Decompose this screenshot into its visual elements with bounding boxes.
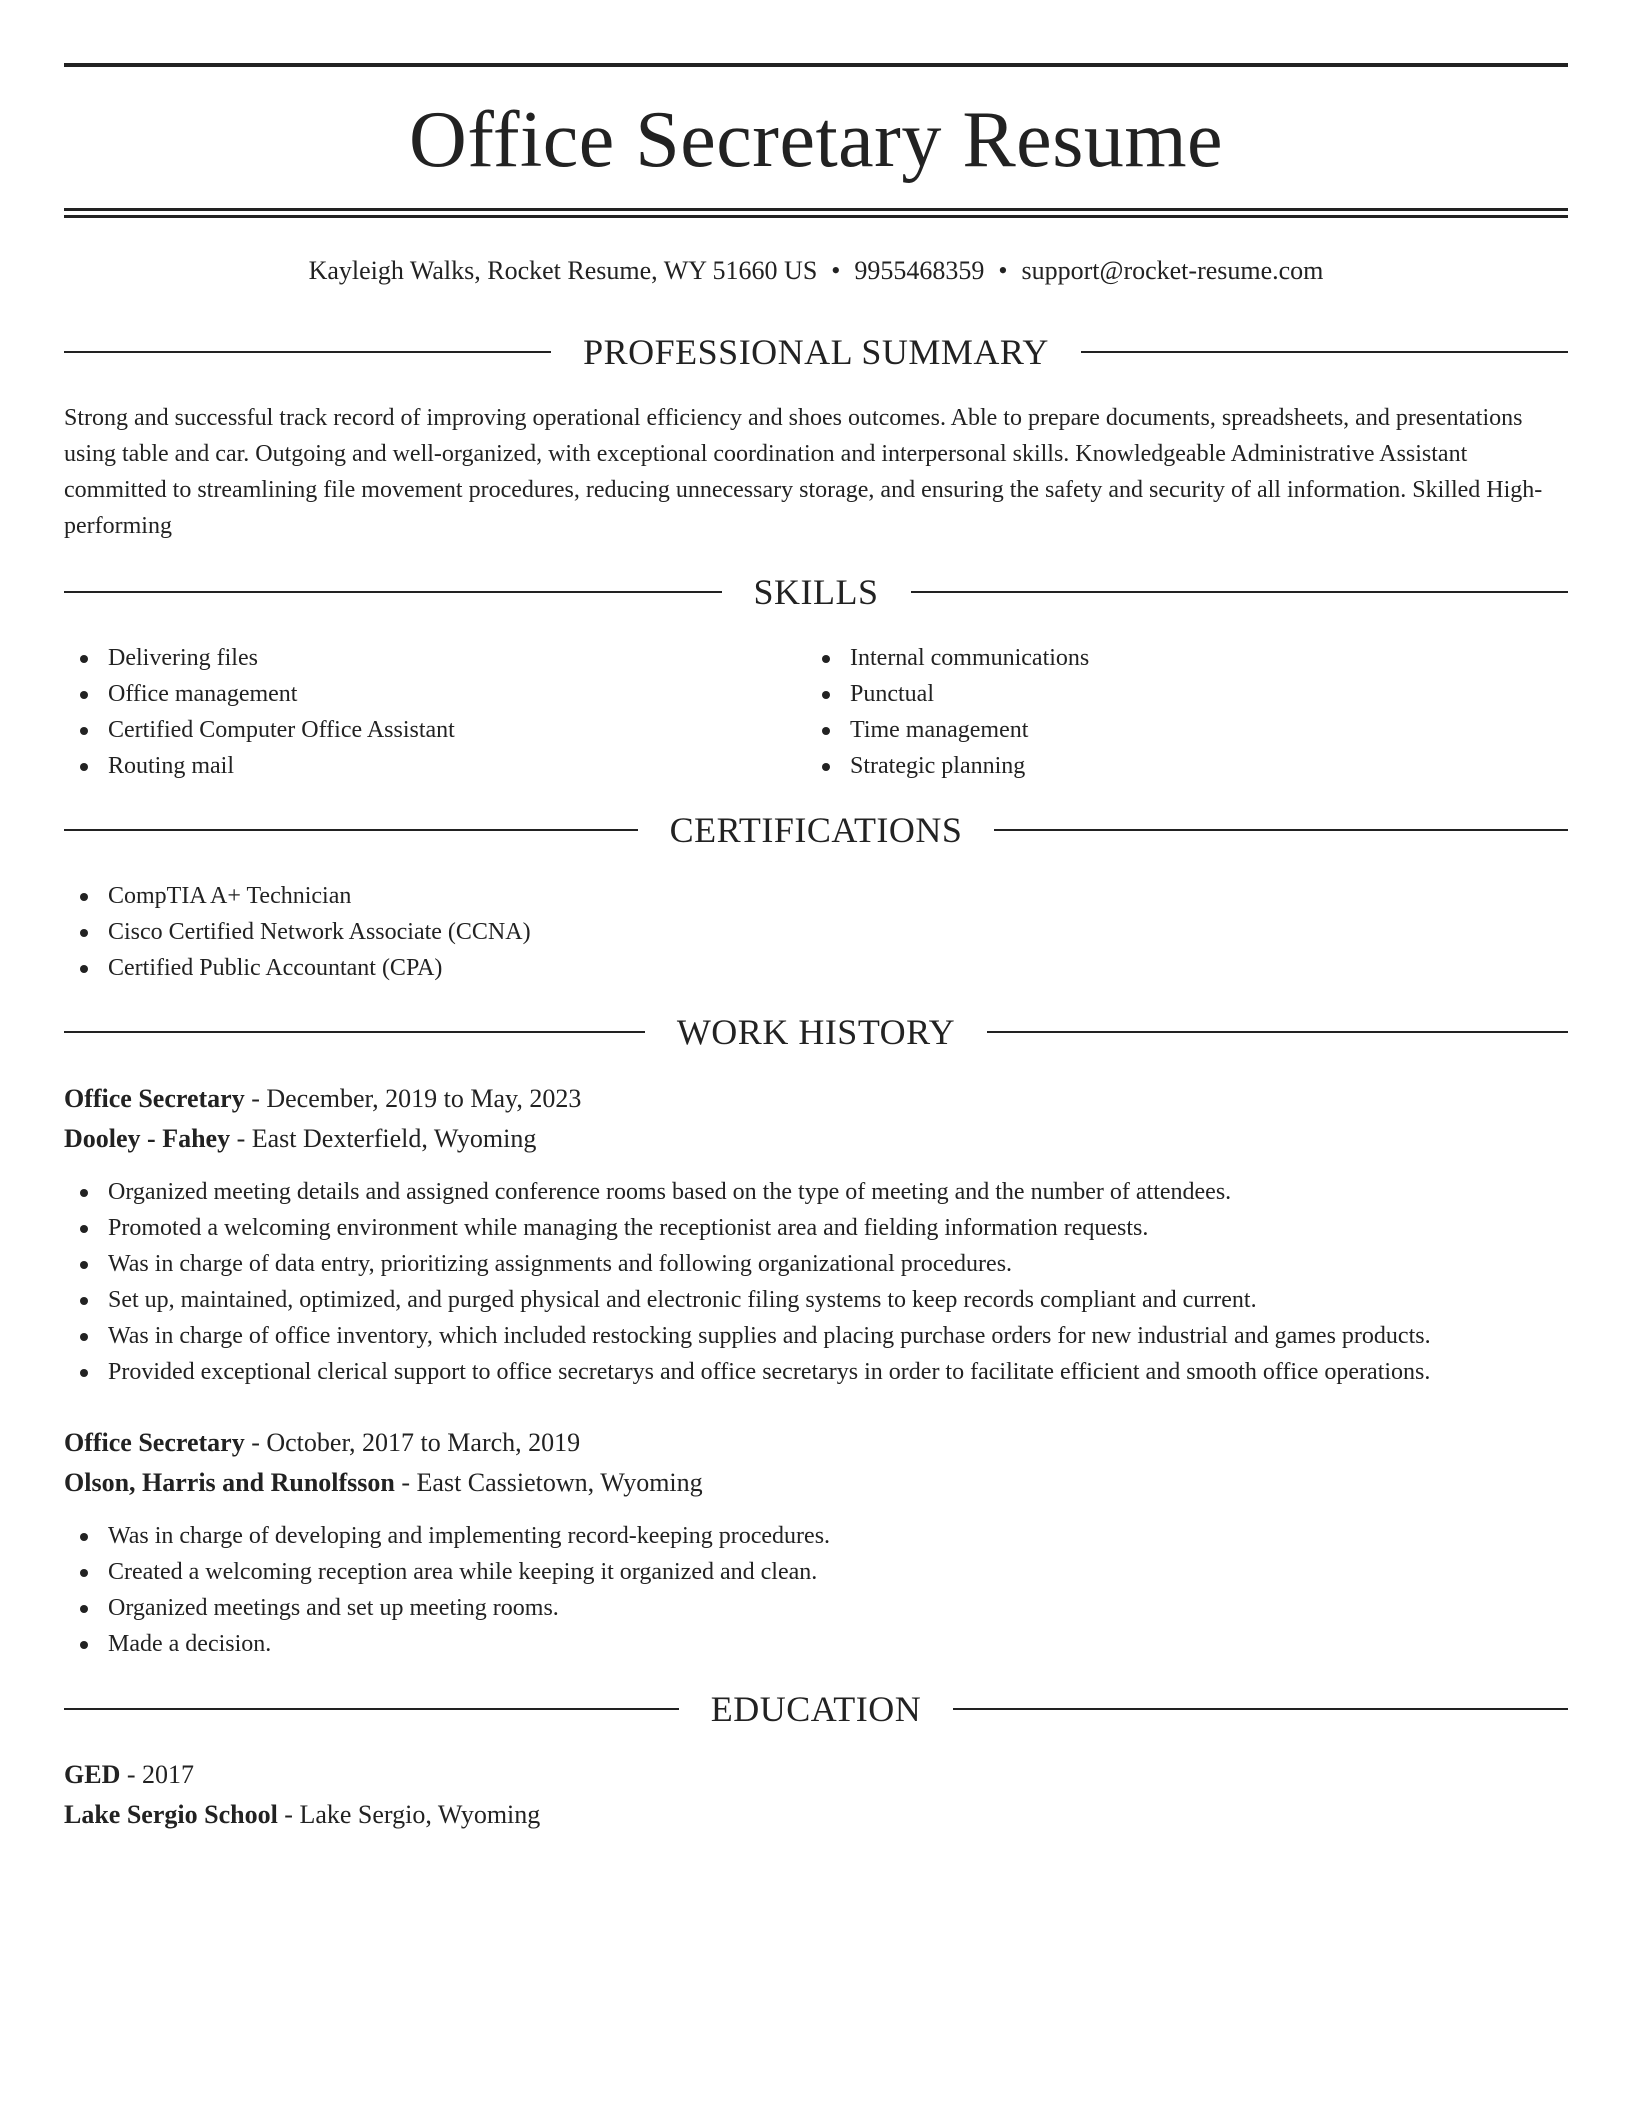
job-title-line	[64, 1081, 581, 1117]
list-item: Provided exceptional clerical support to office secretarys and office secretarys in order to facilitate efficient and smooth office operations.	[64, 1354, 1568, 1390]
certifications-list	[64, 878, 1568, 986]
list-item: Was in charge of developing and implementing record-keeping procedures.	[64, 1518, 1568, 1554]
section-heading-work-history	[64, 1010, 1568, 1054]
heading-rule	[64, 351, 551, 353]
job-title: Office Secretary	[64, 1084, 245, 1113]
contact-address: Kayleigh Walks, Rocket Resume, WY 51660 US	[308, 256, 818, 285]
contact-line	[64, 254, 1568, 288]
section-title: WORK HISTORY	[676, 1012, 956, 1052]
section-heading-education	[64, 1687, 1568, 1731]
job-title: Office Secretary	[64, 1428, 245, 1457]
title-rule-lower	[64, 215, 1568, 218]
list-item: Internal communications	[806, 640, 1546, 676]
heading-rule	[64, 1708, 679, 1710]
title-rule-upper	[64, 208, 1568, 211]
job-title-line	[64, 1425, 580, 1461]
job-company: Dooley - Fahey	[64, 1124, 231, 1153]
job-location: - East Cassietown, Wyoming	[394, 1468, 703, 1497]
list-item: Punctual	[806, 676, 1546, 712]
list-item: Delivering files	[64, 640, 804, 676]
job-dates: - December, 2019 to May, 2023	[244, 1084, 582, 1113]
list-item: Was in charge of office inventory, which included restocking supplies and placing purchase orders for new industrial and games products.	[64, 1318, 1568, 1354]
list-item: Cisco Certified Network Associate (CCNA)	[64, 914, 1568, 950]
job-company-line	[64, 1121, 536, 1157]
heading-rule	[994, 829, 1568, 831]
list-item: Strategic planning	[806, 748, 1546, 784]
education-degree: GED	[64, 1760, 121, 1789]
list-item: Made a decision.	[64, 1626, 1568, 1662]
contact-separator: •	[998, 256, 1008, 285]
list-item: CompTIA A+ Technician	[64, 878, 1568, 914]
summary-text: Strong and successful track record of improving operational efficiency and shoes outcomes. Able to prepare documents, spreadsheets, and presentations using table and car. Outgoing and well-organized, with exceptional coordination and interpersonal skills. Knowledgeable Administrative Assistant committed to streamlining file movement procedures, reducing unnecessary storage, and ensuring the safety and security of all information. Skilled High-performing	[64, 405, 1543, 539]
list-item: Organized meeting details and assigned conference rooms based on the type of meeting and the number of attendees.	[64, 1174, 1568, 1210]
section-heading-skills	[64, 570, 1568, 614]
education-school-line	[64, 1797, 540, 1833]
section-title: SKILLS	[753, 572, 879, 612]
list-item: Organized meetings and set up meeting rooms.	[64, 1590, 1568, 1626]
heading-rule	[953, 1708, 1568, 1710]
section-heading-summary	[64, 330, 1568, 374]
section-title: PROFESSIONAL SUMMARY	[583, 332, 1049, 372]
section-title: EDUCATION	[710, 1689, 922, 1729]
top-rule	[64, 63, 1568, 67]
section-heading-certifications	[64, 808, 1568, 852]
list-item: Promoted a welcoming environment while managing the receptionist area and fielding information requests.	[64, 1210, 1568, 1246]
contact-email: support@rocket-resume.com	[1021, 256, 1324, 285]
heading-rule	[64, 829, 638, 831]
job-bullets	[64, 1174, 1568, 1390]
list-item: Set up, maintained, optimized, and purged physical and electronic filing systems to keep records compliant and current.	[64, 1282, 1568, 1318]
list-item: Routing mail	[64, 748, 804, 784]
education-degree-line	[64, 1757, 194, 1793]
heading-rule	[64, 1031, 645, 1033]
heading-rule	[64, 591, 722, 593]
job-location: - East Dexterfield, Wyoming	[230, 1124, 537, 1153]
heading-rule	[1081, 351, 1568, 353]
list-item: Time management	[806, 712, 1546, 748]
heading-rule	[911, 591, 1569, 593]
job-company: Olson, Harris and Runolfsson	[64, 1468, 395, 1497]
section-title: CERTIFICATIONS	[669, 810, 963, 850]
job-company-line	[64, 1465, 703, 1501]
skills-list-right	[806, 640, 1546, 784]
resume-title: Office Secretary Resume	[408, 96, 1224, 184]
list-item: Was in charge of data entry, prioritizing assignments and following organizational procedures.	[64, 1246, 1568, 1282]
education-location: - Lake Sergio, Wyoming	[277, 1800, 541, 1829]
job-dates: - October, 2017 to March, 2019	[244, 1428, 581, 1457]
list-item: Certified Public Accountant (CPA)	[64, 950, 1568, 986]
skills-list-left	[64, 640, 804, 784]
list-item: Certified Computer Office Assistant	[64, 712, 804, 748]
education-year: - 2017	[120, 1760, 195, 1789]
list-item: Office management	[64, 676, 804, 712]
list-item: Created a welcoming reception area while keeping it organized and clean.	[64, 1554, 1568, 1590]
education-school: Lake Sergio School	[64, 1800, 278, 1829]
contact-separator: •	[831, 256, 841, 285]
heading-rule	[987, 1031, 1568, 1033]
contact-phone: 9955468359	[854, 256, 985, 285]
job-bullets	[64, 1518, 1568, 1662]
